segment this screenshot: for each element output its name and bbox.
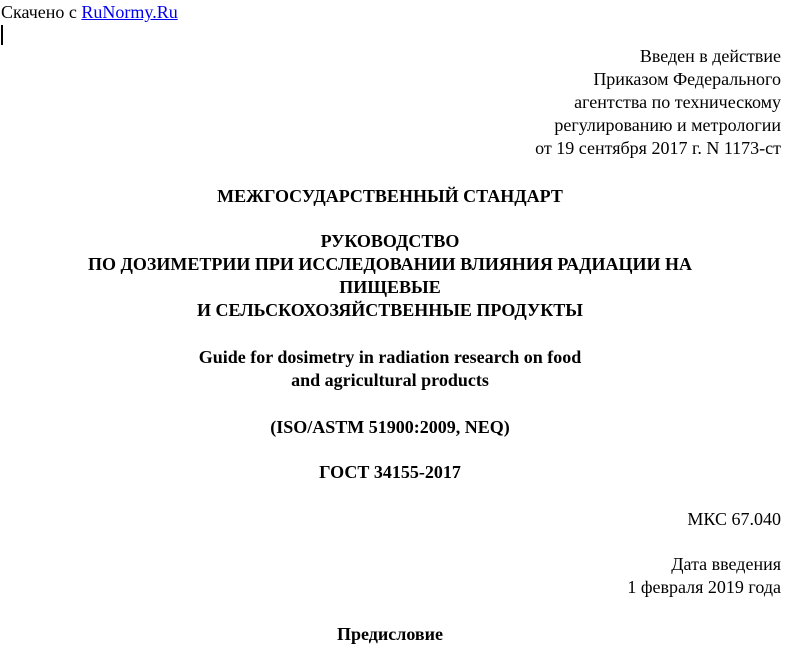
english-title-line: and agricultural products <box>291 370 489 390</box>
mks-code: МКС 67.040 <box>687 509 781 529</box>
gost-number: ГОСТ 34155-2017 <box>319 462 461 482</box>
russian-title-line: И СЕЛЬСКОХОЗЯЙСТВЕННЫЕ ПРОДУКТЫ <box>197 300 583 320</box>
russian-title-line: ПИЩЕВЫЕ <box>339 277 441 297</box>
source-line <box>1 1 178 23</box>
effective-date-block <box>381 553 781 599</box>
english-title <box>0 346 780 392</box>
effective-date-value: 1 февраля 2019 года <box>627 577 781 597</box>
standard-type-heading: МЕЖГОСУДАРСТВЕННЫЙ СТАНДАРТ <box>217 186 563 206</box>
enactment-line: Приказом Федерального <box>593 69 781 89</box>
russian-title-line: РУКОВОДСТВО <box>320 231 460 251</box>
enactment-block <box>381 45 781 160</box>
enactment-line: от 19 сентября 2017 г. N 1173-ст <box>535 138 781 158</box>
russian-title-line: ПО ДОЗИМЕТРИИ ПРИ ИССЛЕДОВАНИИ ВЛИЯНИЯ РАДИАЦИИ НА <box>88 254 692 274</box>
effective-date-label: Дата введения <box>671 554 781 574</box>
text-cursor <box>1 25 3 45</box>
source-prefix: Скачено с <box>1 2 82 22</box>
preface-heading: Предисловие <box>337 624 443 644</box>
english-title-line: Guide for dosimetry in radiation research on food <box>198 347 582 367</box>
enactment-line: агентства по техническому <box>574 92 781 112</box>
enactment-line: Введен в действие <box>639 46 781 66</box>
enactment-line: регулированию и метрологии <box>554 115 781 135</box>
russian-title <box>0 230 780 322</box>
runormy-link[interactable]: RuNormy.Ru <box>81 2 178 22</box>
iso-reference: (ISO/ASTM 51900:2009, NEQ) <box>270 417 510 437</box>
